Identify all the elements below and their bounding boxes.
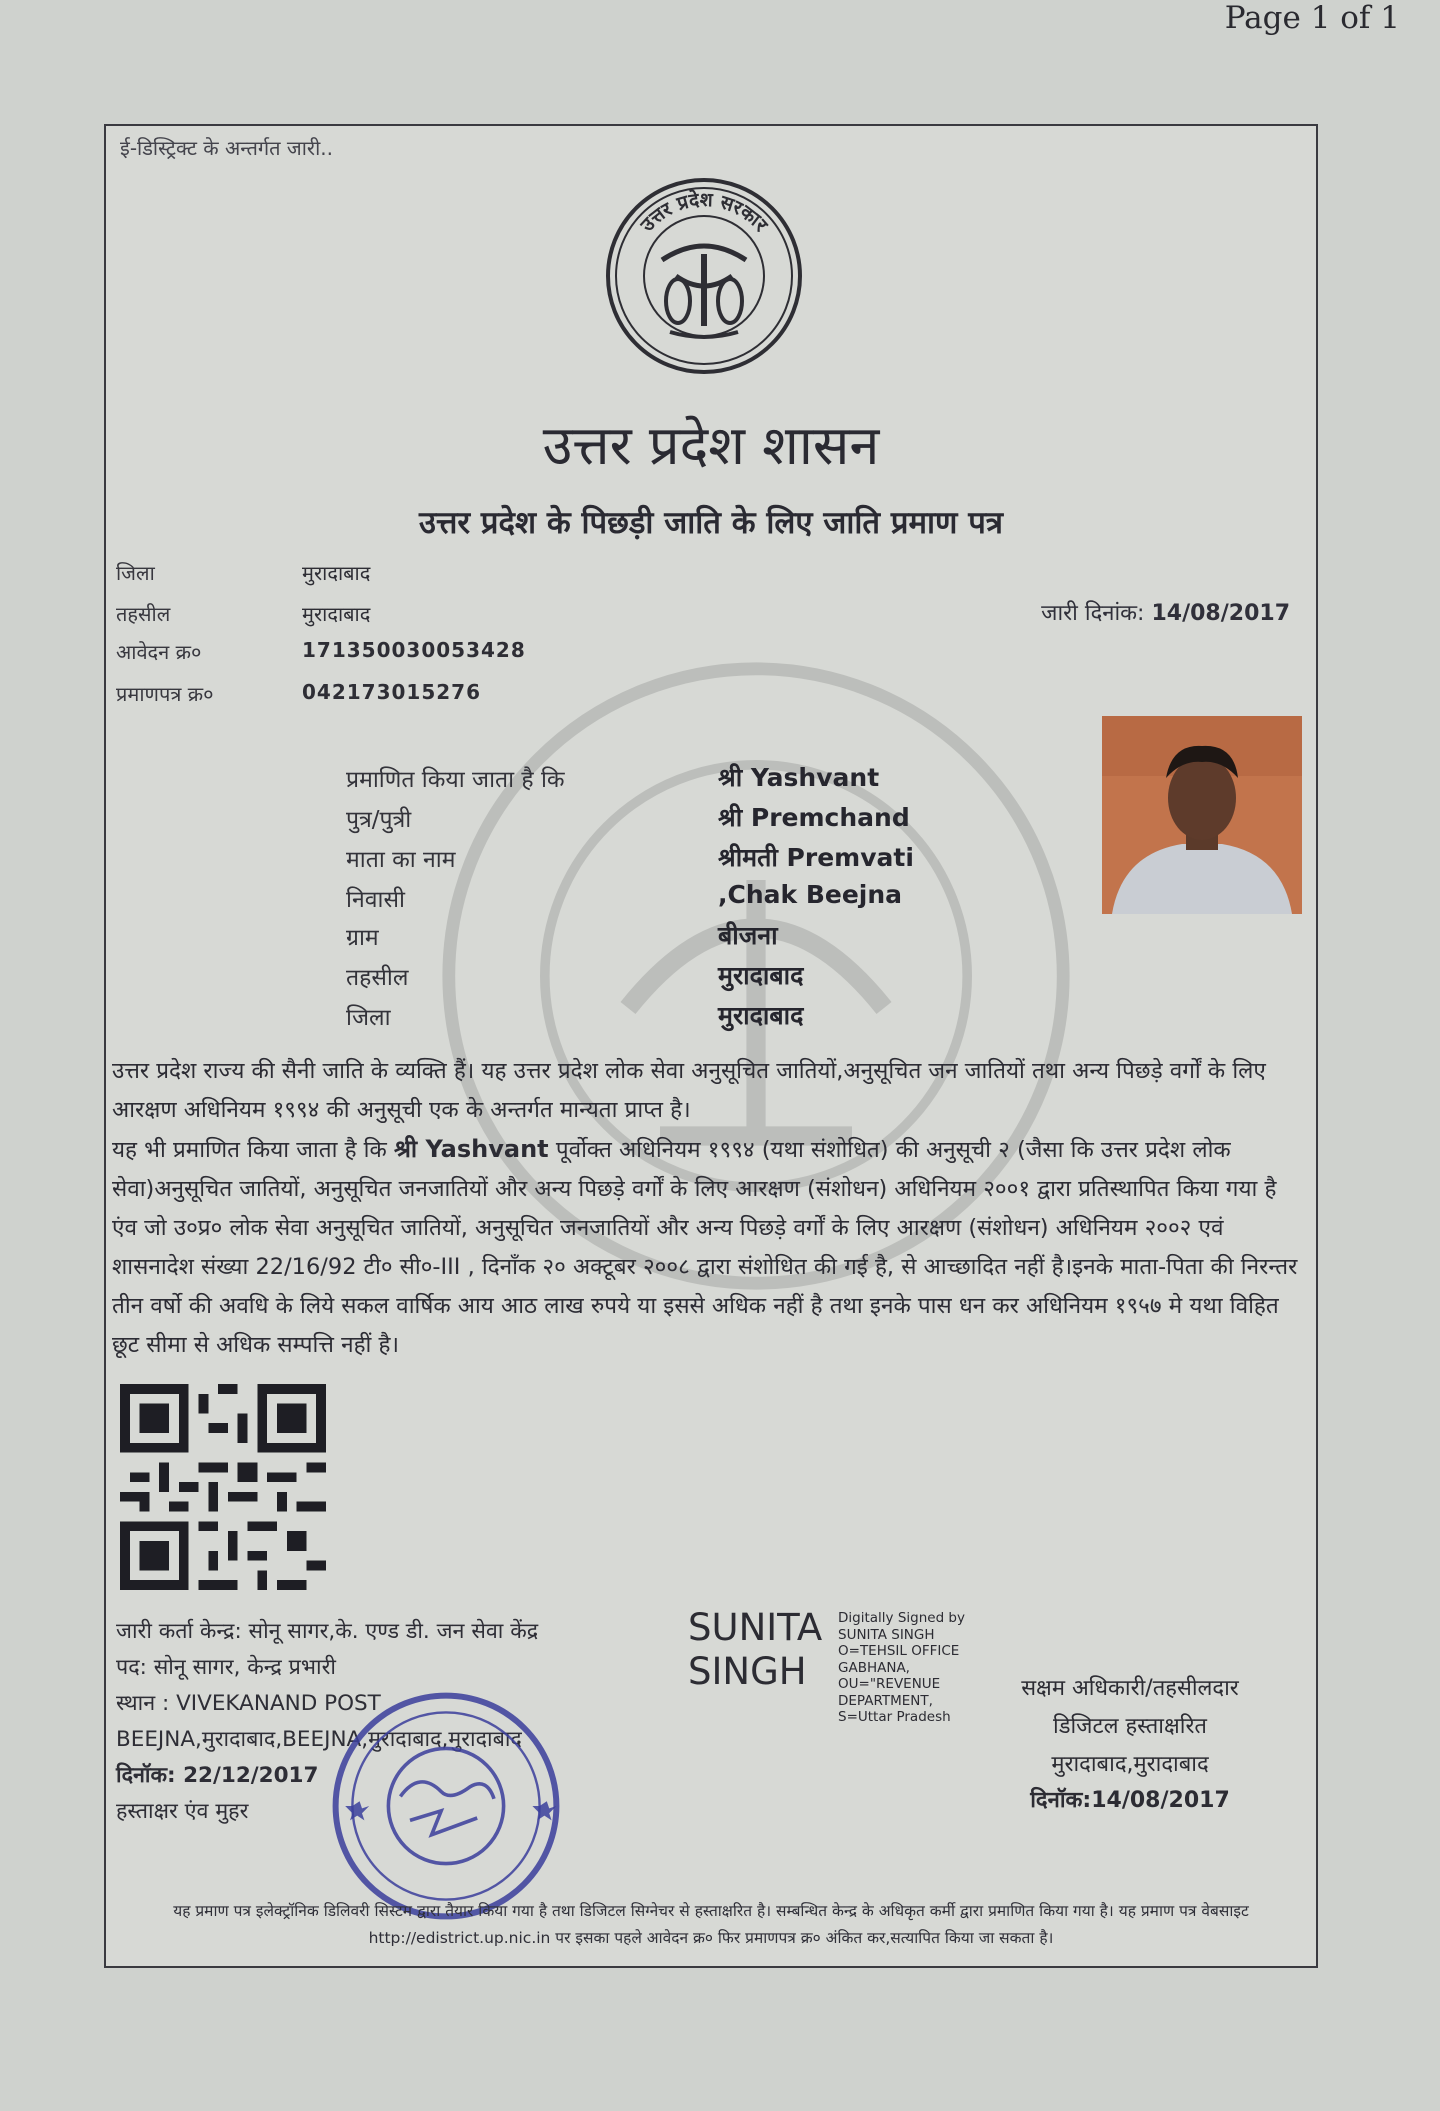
paragraph-2-text: पूर्वोक्त अधिनियम १९९४ (यथा संशोधित) की अनुसूची २ (जैसा कि उत्तर प्रदेश लोक सेवा)अनुसूचित जातियों, अनुसूचित जनजातियों और अन्य पिछड़े वर्गों के लिए आरक्षण (संशोधन) अधिनियम २००१ द्वारा प्रतिस्थापित किया गया है एंव जो उ०प्र० लोक सेवा अनुसूचित जातियों, अनुसूचित जनजातियों और अन्य पिछड़े वर्गों के लिए आरक्षण (संशोधन) अधिनियम २००२ एवं शासनादेश संख्या 22/16/92 टी० सी०-III , दिनाँक २० अक्टूबर २००८ द्वारा संशोधित की गई है, से आच्छादित नहीं है।इनके माता-पिता की निरन्तर तीन वर्षो की अवधि के लिये सकल वार्षिक आय आठ लाख रुपये या इससे अधिक नहीं है तथा इनके पास धन कर अधिनियम १९५७ मे यथा विहित छूट सीमा से अधिक सम्पत्ति नहीं है। [112, 1137, 1298, 1358]
edistrict-note: ई-डिस्ट्रिक्ट के अन्तर्गत जारी.. [120, 136, 333, 160]
issue-date [1041, 597, 1290, 627]
certificate-title: उत्तर प्रदेश के पिछड़ी जाति के लिए जाति प्रमाण पत्र [419, 505, 1003, 541]
issuer-signature-label: हस्ताक्षर एंव मुहर [116, 1799, 249, 1824]
meta-application-number: 171350030053428 [302, 638, 526, 662]
mother-label: माता का नाम [346, 847, 456, 873]
footer-verification-note: यह प्रमाण पत्र इलेक्ट्रॉनिक डिलिवरी सिस्टम द्वारा तैयार किया गया है तथा डिजिटल सिग्नेचर से हस्ताक्षरित है। सम्बन्धित केन्द्र के अधिकृत कर्मी द्वारा प्रमाणित किया गया है। यह प्रमाण पत्र वेबसाइट http://edistrict.up.nic.in पर इसका पहले आवेदन क्र० फिर प्रमाणपत्र क्र० अंकित कर,सत्यापित किया जा सकता है। [173, 1902, 1249, 1947]
signature-detail-line: O=TEHSIL OFFICE [838, 1643, 960, 1659]
signature-detail-line: SUNITA SINGH [838, 1626, 935, 1643]
signature-name-line-2: SINGH [688, 1650, 807, 1693]
certificate-sheet [104, 124, 1318, 1968]
field-tehsil-value: मुरादाबाद [718, 961, 804, 990]
signature-name-line-1: SUNITA [688, 1606, 823, 1649]
meta-district-value: मुरादाबाद [302, 561, 371, 585]
paragraph-2-name: श्री Yashvant [393, 1135, 549, 1163]
village-value: बीजना [718, 921, 778, 950]
field-district-value: मुरादाबाद [718, 1001, 804, 1030]
son-of-label: पुत्र/पुत्री [346, 807, 412, 833]
signature-detail-line: S=Uttar Pradesh [838, 1709, 951, 1725]
meta-application-label: आवेदन क्र० [116, 640, 202, 664]
resident-label: निवासी [346, 887, 405, 913]
field-tehsil-label: तहसील [346, 965, 409, 991]
signature-detail-line: OU="REVENUE [838, 1676, 941, 1692]
certified-label: प्रमाणित किया जाता है कि [346, 767, 565, 793]
authority-location: मुरादाबाद,मुरादाबाद [1051, 1752, 1209, 1777]
meta-tehsil-label: तहसील [116, 602, 171, 626]
issue-date-value: 14/08/2017 [1151, 601, 1290, 626]
father-name: श्री Premchand [718, 803, 910, 832]
resident-value: ,Chak Beejna [718, 880, 903, 909]
rubber-stamp-icon [326, 1686, 566, 1926]
issuer-center: जारी कर्ता केन्द्र: सोनू सागर,के. एण्ड डी. जन सेवा केंद्र [116, 1619, 539, 1644]
applicant-photo [1102, 716, 1302, 914]
authority-title: सक्षम अधिकारी/तहसीलदार [1021, 1676, 1239, 1701]
issuer-address: BEEJNA,मुरादाबाद,BEEJNA,मुरादाबाद,मुरादाबाद [116, 1727, 522, 1752]
issuer-date: दिनॉक: 22/12/2017 [116, 1763, 319, 1788]
certificate-paragraph-2 [112, 1130, 1308, 1365]
authority-digitally-signed: डिजिटल हस्ताक्षरित [1053, 1714, 1207, 1739]
government-title: उत्तर प्रदेश शासन [542, 414, 880, 477]
field-district-label: जिला [346, 1005, 391, 1031]
village-label: ग्राम [346, 925, 379, 951]
signature-detail-line: DEPARTMENT, [838, 1692, 933, 1709]
signature-detail-line: Digitally Signed by [838, 1610, 965, 1626]
up-government-emblem-icon [604, 176, 804, 376]
signature-detail-line: GABHANA, [838, 1659, 910, 1676]
meta-tehsil-value: मुरादाबाद [302, 602, 371, 626]
mother-name: श्रीमती Premvati [718, 843, 914, 872]
authority-date: दिनॉक:14/08/2017 [1030, 1788, 1230, 1813]
certified-name: श्री Yashvant [718, 763, 880, 792]
meta-district-label: जिला [116, 561, 155, 585]
meta-certificate-label: प्रमाणपत्र क्र० [116, 682, 214, 706]
page-number-label: Page 1 of 1 [1224, 0, 1400, 36]
digital-signature-name [688, 1606, 822, 1694]
certificate-paragraph-1: उत्तर प्रदेश राज्य की सैनी जाति के व्यक्ति हैं। यह उत्तर प्रदेश लोक सेवा अनुसूचित जातियों,अनुसूचित जन जातियों तथा अन्य पिछड़े वर्गों के लिए आरक्षण अधिनियम १९९४ की अनुसूची एक के अन्तर्गत मान्यता प्राप्त है। [112, 1058, 1266, 1123]
issuer-place: स्थान : VIVEKANAND POST [116, 1691, 381, 1716]
issue-date-label: जारी दिनांक: [1041, 601, 1145, 626]
svg-text:उत्तर प्रदेश सरकार: उत्तर प्रदेश सरकार [636, 188, 772, 236]
meta-certificate-number: 042173015276 [302, 680, 481, 704]
paragraph-2-intro: यह भी प्रमाणित किया जाता है कि [112, 1137, 387, 1163]
digital-signature-details [838, 1610, 965, 1726]
qr-code-icon [120, 1384, 326, 1590]
issuer-post: पद: सोनू सागर, केन्द्र प्रभारी [116, 1655, 336, 1680]
